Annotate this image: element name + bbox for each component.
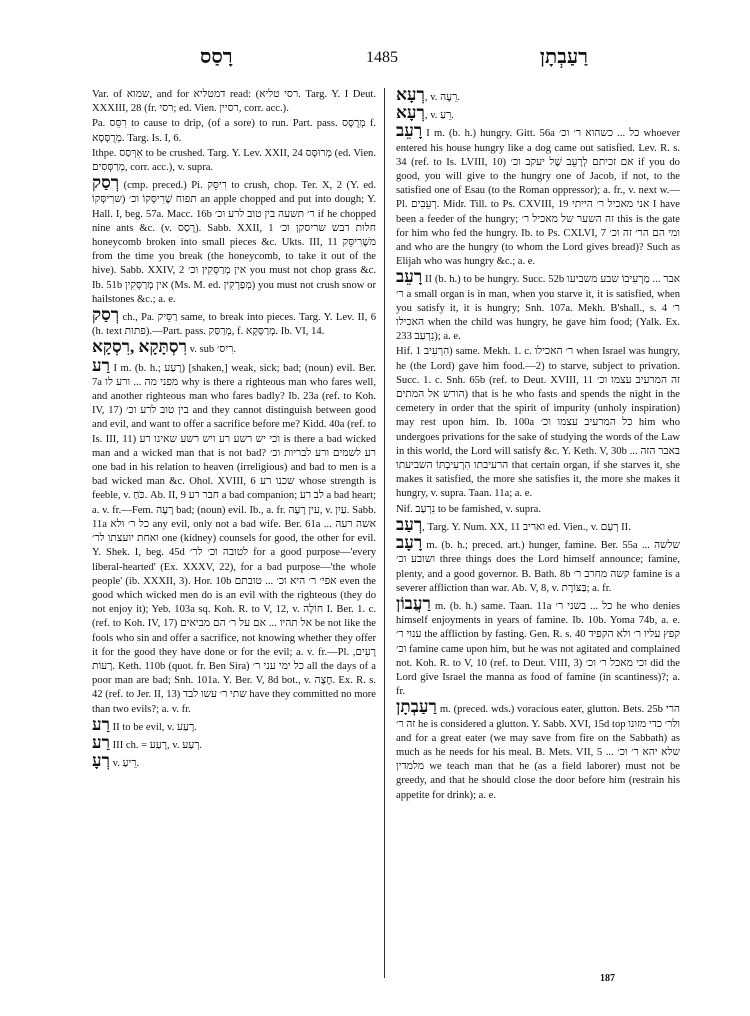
entry-headword: רָעָב xyxy=(396,533,423,553)
entry-headword: רְסַק xyxy=(92,305,120,325)
dictionary-entry xyxy=(92,117,376,145)
entry-text: II (b. h.) to be hungry. Succ. 52b אבר ... מַרְעִיבוֹ שבע משביעו ר׳ a small organ is in man, when you starve it, it is satisfied, when you satisfy it, it is hungry; Snh. 107a. Mekh. B'shall., s. 4 ר׳ האכילו when the child was hungry, he gave him food; (Yalk. Ex. 233 נִרְעַב); a. e. xyxy=(396,274,680,343)
running-headword-right: רַעַבְתָן xyxy=(539,46,588,68)
entry-text: I m. (b. h.) hungry. Gitt. 56a כל ... כשהוא ר׳ וכ׳ whoever entered his house hungry like a dog came out satisfied. Lev. R. s. 34 (ref. to Is. LVIII, 10) אם זכיתם לְרָעֵב שֶׁל יעקב וכ׳ if you do good, you will give to the hungry one of Jacob, if not, to the satisfied one of Esau (to the Roman oppressor); a. fr., v. next w.—Pl. רְעֵבִים. Midr. Till. to Ps. CXVIII, 19 אני מאכיל ר׳ הייתי I have been a feeder of the hungry; זה השער של מאכיל ר׳ this is the gate for him who fed the hungry. Ib. to Ps. CXLVI, 7 ומי הם הר׳ זה וכ׳ and who are the hungry (to whom the Lord gives bread)? Such as Elijah who was hungry &c.; a. e. xyxy=(396,128,680,268)
entry-headword: רְסַק xyxy=(92,173,120,193)
entry-headword: רַע xyxy=(92,714,110,734)
dictionary-entry xyxy=(396,267,680,344)
entry-text: Hif. הִרְעִיב 1) same. Mekh. 1. c. ר׳ האכילו when Israel was hungry, he (the Lord) gave him food.—2) to starve, subject to privation. Succ. 1. c. Snh. 65b (ref. to Deut. XVIII, 11 זה המרעיב עצמו וכ׳ (הורש אל המתים that is he who fasts and spends the night in the cemetery in order that the spirit of impurity (unholy inspiration) may rest upon him. Ib. 100a כל המרעיב עצמו וכ׳ him who undergoes privations for the sake of studying the words of the Law in this world, the Lord will satisfy &c. Y. Keth. V, 30b באבר הזה ... הרעיבתו הִרְעִיבְתּוֹ השביעתו that certain organ, if she starves it, she makes it satisfied, the more she satisfies it, the more she makes it hungry, v. supra. Taan. 11a; a. e. xyxy=(396,346,681,500)
dictionary-entry xyxy=(396,345,680,501)
entry-text: Nif. נִרְעַב to be famished, v. supra. xyxy=(396,503,541,515)
dictionary-entry xyxy=(396,503,680,517)
dictionary-entry xyxy=(92,355,377,717)
dictionary-entry xyxy=(92,88,376,116)
dictionary-entry xyxy=(396,514,680,535)
entry-headword: רְעַב xyxy=(396,514,423,534)
dictionary-entry xyxy=(92,751,376,771)
dictionary-entry xyxy=(396,593,680,699)
entry-headword: רְעָא xyxy=(396,103,425,123)
entry-headword: רַעַבְתָן xyxy=(396,697,437,717)
entry-text: , Targ. Y. Num. XX, 11 ואריב ed. Vien., v. רְעַם II. xyxy=(422,521,631,533)
entry-headword: רָעֵב xyxy=(396,121,423,141)
entry-headword: רַע xyxy=(92,732,110,752)
entry-headword: רְעָ xyxy=(92,751,110,771)
entry-text: III ch. = רָעַע, v. רְעַע. xyxy=(109,739,203,751)
entry-text: (cmp. preced.) Pi. רִיסֵּק to crush, chop. Ter. X, 2 (Y. ed. שרִיסְּקוֹ) תפוח שֶׁרִיסְּקוֹ וכ׳ an apple chopped and put into dough; Y. Hall. I, beg. 57a. Macc. 16b ר׳ תשעה בין טוב לרע וכ׳ if he chopped nine ants &c. (v. רָסַס). Sabb. XXII, 1 חלות דבש שריסקן וכ׳ honeycomb broken into small pieces &c. Ukts. III, 11 משֶׁרִיסֵּק from the time you break (the honeycomb, to take it out of the hive). Sabb. XXIV, 2 אין מְרַסְּקִין וכ׳ you must not chop grass &c. Ib. 51b אין מְרַסְּקִין (Ms. M. ed. מְפַרְקִין) you must not crush snow or hailstones &c.; a. e. xyxy=(92,180,377,305)
running-headword-left: רָסַס xyxy=(200,46,233,68)
dictionary-entry xyxy=(92,337,376,357)
dictionary-entry xyxy=(396,103,680,123)
dictionary-entry xyxy=(92,714,376,735)
dictionary-entry xyxy=(92,173,377,307)
left-column xyxy=(92,88,376,772)
entry-headword: רַע xyxy=(92,355,110,375)
signature-mark: 187 xyxy=(600,973,615,984)
entry-text: v. sub רִיס׳. xyxy=(186,344,236,356)
dictionary-entry xyxy=(396,697,680,802)
dictionary-entry xyxy=(92,147,376,175)
entry-headword: רָעֵב xyxy=(396,267,423,287)
entry-headword: רִסְתָּקָא ,רִסְקָא xyxy=(92,337,187,357)
dictionary-entry xyxy=(396,85,680,105)
entry-text: v. רֵיעַ. xyxy=(109,758,140,770)
dictionary-entry xyxy=(92,305,376,339)
dictionary-entry xyxy=(92,732,376,753)
entry-text: Pa. רִסֵּס to cause to drip, (of a sore) to run. Part. pass. מְרֻסָּס f. מְרֻסְּסָא. Targ. Is. I, 6. xyxy=(92,118,376,144)
right-column xyxy=(396,85,681,804)
entry-text: m. (b. h.) same. Taan. 11a כל ... בשני ר׳ he who denies himself enjoyments in years of famine. Ib. 10b. Yoma 74b, a. e. ענוי ר׳ the affliction by fasting. Gen. R. s. 40 קפץ עליו ר׳ ולא הקפיד וכ׳ famine came upon him, but he was not agitated and complained not. Koh. R. to V, 10 (ref. to Deut. VIII, 3) וכי מאכל ר׳ וכ׳ did the Lord give Israel the manna as food of famine (in scantiness)?; a. fr. xyxy=(396,600,680,698)
entry-text: m. (preced. wds.) voracious eater, glutton. Bets. 25b הרי זה ר׳ he is considered a glutton. Y. Sabb. XVI, 15d top ולר׳ כדי מזונו and for a great eater (we may save from fire on the Sabbath) as much as he needs for his meal. B. Mets. VII, 5 ... שלא יהא ר׳ וכ׳ מלמדין we teach man that he (as a field laborer) must not be greedy, and that he should close the door before him (restrain his appetite for drink); a. e. xyxy=(396,704,680,801)
dictionary-entry xyxy=(396,121,680,269)
entry-text: m. (b. h.; preced. art.) hunger, famine. Ber. 55a שלשה ... ושובע וכ׳ three things does the Lord himself announce; famine, plenty, and a good governor. B. Bath. 8b קשה מחרב ר׳ famine is a severer affliction than war. Ab. V, 8, v. בַּצּוֹרֶת; a. fr. xyxy=(396,540,680,594)
column-divider xyxy=(384,88,385,978)
entry-text: Var. of שמוא, and for דמטליא read: (רסי טליא. Targ. Y. I Deut. XXXIII, 28 (fr. רסי; ed. Vien. רסיין, corr. acc.). xyxy=(92,89,377,115)
entry-text: , v. רֵעַ. xyxy=(424,110,454,122)
entry-text: I m. (b. h.; רָעַע) [shaken,] weak, sick; bad; (noun) evil. Ber. 7a מפני מה ... ורע לו why is there a righteous man who fares well, and another righteous man who fares badly? Ib. 23a (ref. to Koh. IV, 17) בין טוב לרע וכ׳ and they cannot distinguish between good and evil, and want to offer a sacrifice before me? Kidd. 40a (ref. to Is. III, 11) וכי יש רשע רע ויש רשע שאינו רע is there a bad wicked man and a wicked man that is not bad? רע לשמים ורע לבריות וכ׳ one bad in his relation to heaven (irreligious) and bad to men is a bad wicked man &c. Ohol. XVIII, 6 שכנו רע whose strength is feeble, v. כֹּחַ. Ab. II, 9 חבר רע a bad companion; לב רע a bad heart; a. v. fr.—Fem. רָעָה bad; (noun) evil. Ib., a. fr. עין רָעָה, v. עַיִן. Sabb. 11a כל ר׳ ולא any evil, only not a bad wife. Ber. 61a ... אשה רעה ואחת יועצתו לר׳ one (kidney) counsels for good, the other for evil. Y. Shek. I, beg. 45d לטובה וכ׳ לר׳ for a good purpose—'every liberal-hearted' (Ex. XXXV, 22), for a bad purpose—'the whole people' (ib. XXXII, 3). Hor. 10b אפי׳ ר׳ היא וכ׳ ... טובתם even the good which wicked men do is an evil with the righteous (they do not enjoy it); Yeb. 103a sq. Koh. R. to V, 12, v. חוֹלָה I. Ber. 1. c. (ref. to Koh. IV, 17) אל תהיו ... אם על ר׳ הם מביאים be not like the fools who sin and offer a sacrifice, not knowing whether they offer it for the good they have done or for the evil; a. v. fr.—Pl. רָעִים, רָעוֹת. Keth. 110b (quot. fr. Ben Sira) כל ימי עני ר׳ all the days of a poor man are bad; Snh. 101a. Y. Ber. V, 8d bot., v. חֶצֶה. Ex. R. s. 42 (ref. to Jer. II, 13) שתי ר׳ עשו לבד have they committed no more than two evils?; a. v. fr. xyxy=(92,362,377,715)
entry-text: , v. רֵעֶה. xyxy=(424,92,461,103)
entry-headword: רְעָא xyxy=(396,85,425,104)
entry-text: ch., Pa. רַסֵּיק same, to break into pieces. Targ. Y. Lev. II, 6 (h. text פתות).—Part. pass. מְרַסַּק, f. מְרַסְּקָא. Ib. VI, 14. xyxy=(92,312,376,338)
dictionary-entry xyxy=(396,533,680,596)
entry-text: II to be evil, v. רָעַע. xyxy=(109,721,197,733)
page-number: 1485 xyxy=(366,49,398,66)
page-header xyxy=(92,46,662,74)
entry-headword: רַעֲבוֹן xyxy=(396,593,431,613)
entry-text: Ithpe. אִרְּסַס to be crushed. Targ. Y. Lev. XXII, 24 מְרוּסָּס (ed. Vien. מְרַסְּסִים, corr. acc.), v. supra. xyxy=(92,147,376,174)
